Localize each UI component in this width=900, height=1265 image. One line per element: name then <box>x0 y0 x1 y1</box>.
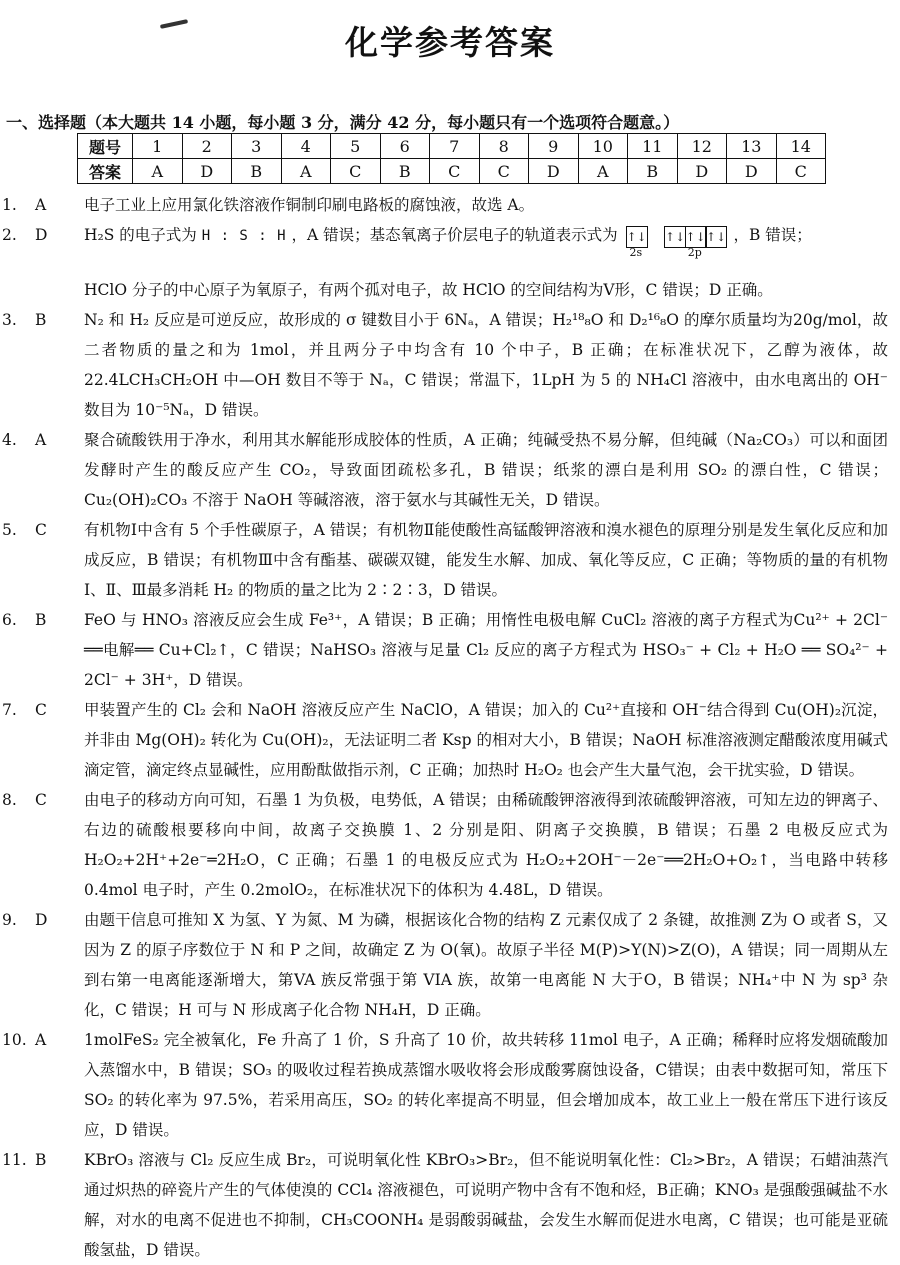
orbital-box: ↑↓ <box>626 226 648 248</box>
answer-cell: C <box>331 159 381 184</box>
item-text: 由题干信息可推知 X 为氢、Y 为氮、M 为磷，根据该化合物的结构 Z 元素仅成了 2 条键，故推测 Z为 O 或者 S，又因为 Z 的原子序数位于 N 和 P 之间，故确定 Z 为 O(氧)。故原子半径 M(P)>Y(N)>Z(O)，A 错误；同一周期从左到右第一电离能逐渐增大，第VA 族反常强于第 VIA 族，故第一电离能 N 大于O，B 错误；NH₄⁺中 N 为 sp³ 杂化，C 错误；H 可与 N 形成离子化合物 NH₄H，D 正确。 <box>84 911 888 1019</box>
answer-cell: D <box>529 159 579 184</box>
item-number: 11. <box>2 1151 27 1169</box>
question-number: 13 <box>727 134 777 159</box>
item-number: 1. <box>2 196 17 214</box>
item-text: ，A 错误；基态氧离子价层电子的轨道表示式为 <box>291 226 618 244</box>
explanation-item-9 <box>0 905 900 1025</box>
item-number: 3. <box>2 311 17 329</box>
item-answer: A <box>35 196 47 214</box>
answer-table-number-row <box>78 134 826 159</box>
page-title: 化学参考答案 <box>345 23 555 62</box>
explanation-item-2 <box>0 220 900 305</box>
item-answer: C <box>35 521 47 539</box>
answer-cell: D <box>677 159 727 184</box>
item-number: 6. <box>2 611 17 629</box>
explanation-item-7 <box>0 695 900 785</box>
answer-cell: B <box>628 159 678 184</box>
question-number: 11 <box>628 134 678 159</box>
section-one-heading: 一、选择题（本大题共 14 小题，每小题 3 分，满分 42 分，每小题只有一个选项符合题意。） <box>6 113 680 132</box>
question-number: 12 <box>677 134 727 159</box>
item-answer: C <box>35 701 47 719</box>
item-text: 1molFeS₂ 完全被氧化，Fe 升高了 1 价，S 升高了 10 价，故共转移 11mol 电子，A 正确；稀释时应将发烟硫酸加入蒸馏水中，B 错误；SO₃ 的吸收过程若换成蒸馏水吸收将会形成酸雾腐蚀设备，C错误；由表中数据可知，常压下 SO₂ 的转化率为 97.5%，若采用高压，SO₂ 的转化率提高不明显，但会增加成本，故工业上一般在常压下进行该反应，D 错误。 <box>84 1031 888 1139</box>
item-answer: D <box>35 226 48 244</box>
item-answer: D <box>35 911 48 929</box>
question-number: 2 <box>182 134 232 159</box>
item-text: 聚合硫酸铁用于净水，利用其水解能形成胶体的性质，A 正确；纯碱受热不易分解，但纯碱（Na₂CO₃）可以和面团发酵时产生的酸反应产生 CO₂，导致面团疏松多孔，B 错误；纸浆的漂白是利用 SO₂ 的漂白性，C 错误；Cu₂(OH)₂CO₃ 不溶于 NaOH 等碱溶液，溶于氨水与其碱性无关，D 错误。 <box>84 431 888 509</box>
item-text: ，B 错误； <box>733 226 812 244</box>
answer-cell: D <box>182 159 232 184</box>
answer-cell: A <box>133 159 183 184</box>
orbital-label-2s: 2s <box>629 246 643 259</box>
item-answer: C <box>35 791 47 809</box>
explanation-item-1 <box>0 190 900 220</box>
item-answer: B <box>35 611 47 629</box>
item-number: 2. <box>2 226 17 244</box>
orbital-label-2p: 2p <box>687 246 702 259</box>
item-number: 10. <box>2 1031 27 1049</box>
answer-table-answer-header: 答案 <box>78 159 133 184</box>
question-number: 7 <box>430 134 480 159</box>
answer-cell: B <box>380 159 430 184</box>
item-text: KBrO₃ 溶液与 Cl₂ 反应生成 Br₂，可说明氧化性 KBrO₃>Br₂，但不能说明氧化性：Cl₂>Br₂，A 错误；石蜡油蒸汽通过炽热的碎瓷片产生的气体使溴的 CCl₄ 溶液褪色，可说明产物中含有不饱和烃，B正确；KNO₃ 是强酸强碱盐不水解，对水的电离不促进也不抑制，CH₃COONH₄ 是弱酸弱碱盐，会发生水解而促进水电离，C 错误；也可能是亚硫酸氢盐，D 错误。 <box>84 1151 888 1259</box>
question-number: 3 <box>232 134 282 159</box>
question-number: 4 <box>281 134 331 159</box>
question-number: 9 <box>529 134 579 159</box>
answer-cell: A <box>281 159 331 184</box>
explanation-item-5 <box>0 515 900 605</box>
answer-cell: D <box>727 159 777 184</box>
question-number: 8 <box>479 134 529 159</box>
orbital-box: ↑↓ <box>685 226 707 248</box>
question-number: 1 <box>133 134 183 159</box>
explanation-item-10 <box>0 1025 900 1145</box>
item-number: 8. <box>2 791 17 809</box>
item-text: N₂ 和 H₂ 反应是可逆反应，故形成的 σ 键数目小于 6Nₐ，A 错误；H₂¹⁸₈O 和 D₂¹⁶₈O 的摩尔质量均为20g/mol，故二者物质的量之和为 1mol，并且两分子中均含有 10 个中子，B 正确；在标准状况下，乙醇为液体，故22.4LCH₃CH₂OH 中—OH 数目不等于 Nₐ，C 错误；常温下，1LpH 为 5 的 NH₄Cl 溶液中，由水电离出的 OH⁻数目为 10⁻⁵Nₐ，D 错误。 <box>84 311 888 419</box>
explanation-item-4 <box>0 425 900 515</box>
item-number: 4. <box>2 431 17 449</box>
item-text: 电子工业上应用氯化铁溶液作铜制印刷电路板的腐蚀液，故选 A。 <box>84 196 535 214</box>
item-number: 5. <box>2 521 17 539</box>
answer-cell: C <box>479 159 529 184</box>
answer-table-number-header: 题号 <box>78 134 133 159</box>
item-text: 甲装置产生的 Cl₂ 会和 NaOH 溶液反应产生 NaClO，A 错误；加入的 Cu²⁺直接和 OH⁻结合得到 Cu(OH)₂沉淀，并非由 Mg(OH)₂ 转化为 Cu(OH)₂，无法证明二者 Ksp 的相对大小，B 错误；NaOH 标准溶液测定醋酸浓度用碱式滴定管，滴定终点显碱性，应用酚酞做指示剂，C 正确；加热时 H₂O₂ 也会产生大量气泡，会干扰实验，D 错误。 <box>84 701 888 779</box>
item-number: 7. <box>2 701 17 719</box>
question-number: 5 <box>331 134 381 159</box>
answer-cell: A <box>578 159 628 184</box>
item-text-line-1 <box>84 220 888 259</box>
item-text: 由电子的移动方向可知，石墨 1 为负极，电势低，A 错误；由稀硫酸钾溶液得到浓硫酸钾溶液，可知左边的钾离子、右边的硫酸根要移向中间，故离子交换膜 1、2 分别是阳、阴离子交换膜，B 错误；石墨 2 电极反应式为 H₂O₂+2H⁺+2e⁻═2H₂O，C 正确；石墨 1 的电极反应式为 H₂O₂+2OH⁻－2e⁻══2H₂O+O₂↑，当电路中转移 0.4mol 电子时，产生 0.2molO₂，在标准状况下的体积为 4.48L，D 错误。 <box>84 791 888 899</box>
item-answer: B <box>35 311 47 329</box>
answer-table <box>77 133 826 184</box>
item-text: H₂S 的电子式为 <box>84 226 197 244</box>
question-number: 14 <box>776 134 826 159</box>
orbital-2s <box>626 221 647 259</box>
question-number: 6 <box>380 134 430 159</box>
answer-cell: B <box>232 159 282 184</box>
answer-cell: C <box>430 159 480 184</box>
item-text: 有机物Ⅰ中含有 5 个手性碳原子，A 错误；有机物Ⅱ能使酸性高锰酸钾溶液和溴水褪色的原理分别是发生氧化反应和加成反应，B 错误；有机物Ⅲ中含有酯基、碳碳双键，能发生水解、加成、氧化等反应，C 正确；等物质的量的有机物Ⅰ、Ⅱ、Ⅲ最多消耗 H₂ 的物质的量之比为 2∶2∶3，D 错误。 <box>84 521 888 599</box>
explanation-item-6 <box>0 605 900 695</box>
h2s-electron-formula: H : S : H <box>201 228 287 244</box>
orbital-2p <box>664 221 727 259</box>
item-number: 9. <box>2 911 17 929</box>
explanation-item-8 <box>0 785 900 905</box>
answer-cell: C <box>776 159 826 184</box>
explanations <box>0 190 900 1265</box>
item-text: HClO 分子的中心原子为氧原子，有两个孤对电子，故 HClO 的空间结构为V形，C 错误；D 正确。 <box>84 281 773 299</box>
explanation-item-11 <box>0 1145 900 1265</box>
question-number: 10 <box>578 134 628 159</box>
item-answer: A <box>35 1031 47 1049</box>
orbital-box: ↑↓ <box>705 226 727 248</box>
item-answer: B <box>35 1151 47 1169</box>
item-answer: A <box>35 431 47 449</box>
item-text: FeO 与 HNO₃ 溶液反应会生成 Fe³⁺，A 错误；B 正确；用惰性电极电解 CuCl₂ 溶液的离子方程式为Cu²⁺ + 2Cl⁻ ══电解══ Cu+Cl₂↑，C 错误；NaHSO₃ 溶液与足量 Cl₂ 反应的离子方程式为 HSO₃⁻ + Cl₂ + H₂O ══ SO₄²⁻ + 2Cl⁻ + 3H⁺，D 错误。 <box>84 611 888 689</box>
orbital-box: ↑↓ <box>664 226 686 248</box>
answer-table-answer-row <box>78 159 826 184</box>
explanation-item-3 <box>0 305 900 425</box>
